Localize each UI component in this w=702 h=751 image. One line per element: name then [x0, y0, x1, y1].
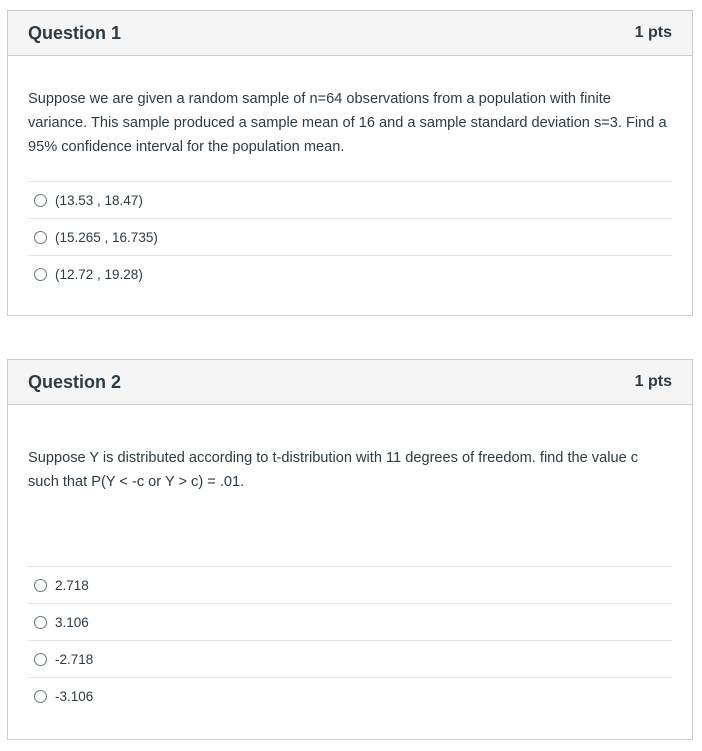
question-body	[28, 446, 672, 494]
answer-label: (13.53 , 18.47)	[55, 192, 143, 208]
radio-button[interactable]	[34, 616, 47, 629]
question-header	[8, 11, 692, 56]
question-text: Suppose Y is distributed according to t-distribution with 11 degrees of freedom. find the value c such that P(Y < -c or Y > c) = .01.	[28, 450, 639, 490]
radio-button[interactable]	[34, 579, 47, 592]
question-title: Question 1	[28, 22, 122, 43]
question-header	[8, 360, 692, 405]
question-title: Question 2	[28, 371, 122, 392]
question-points: 1 pts	[634, 373, 672, 390]
answer-label: (15.265 , 16.735)	[55, 229, 158, 245]
answer-label: 2.718	[55, 577, 89, 593]
answer-option[interactable]	[28, 677, 672, 714]
radio-button[interactable]	[34, 268, 47, 281]
question-text: Suppose we are given a random sample of n=64 observations from a population with finite variance. This sample produced a sample mean of 16 and a sample standard deviation s=3. Find a 95% confidence interval for the population mean.	[28, 91, 667, 155]
question-2-card	[7, 359, 693, 740]
answer-label: 3.106	[55, 614, 89, 630]
answer-option[interactable]	[28, 255, 672, 292]
radio-button[interactable]	[34, 231, 47, 244]
answer-option[interactable]	[28, 181, 672, 218]
answer-option[interactable]	[28, 603, 672, 640]
radio-button[interactable]	[34, 653, 47, 666]
answer-label: -3.106	[55, 688, 94, 704]
question-body	[28, 87, 672, 159]
answer-option[interactable]	[28, 566, 672, 603]
answer-option[interactable]	[28, 640, 672, 677]
question-1-card	[7, 10, 693, 316]
radio-button[interactable]	[34, 690, 47, 703]
answer-list	[28, 566, 672, 714]
answer-label: (12.72 , 19.28)	[55, 266, 143, 282]
answer-label: -2.718	[55, 651, 94, 667]
answer-option[interactable]	[28, 218, 672, 255]
question-points: 1 pts	[634, 24, 672, 41]
answer-list	[28, 181, 672, 292]
radio-button[interactable]	[34, 194, 47, 207]
